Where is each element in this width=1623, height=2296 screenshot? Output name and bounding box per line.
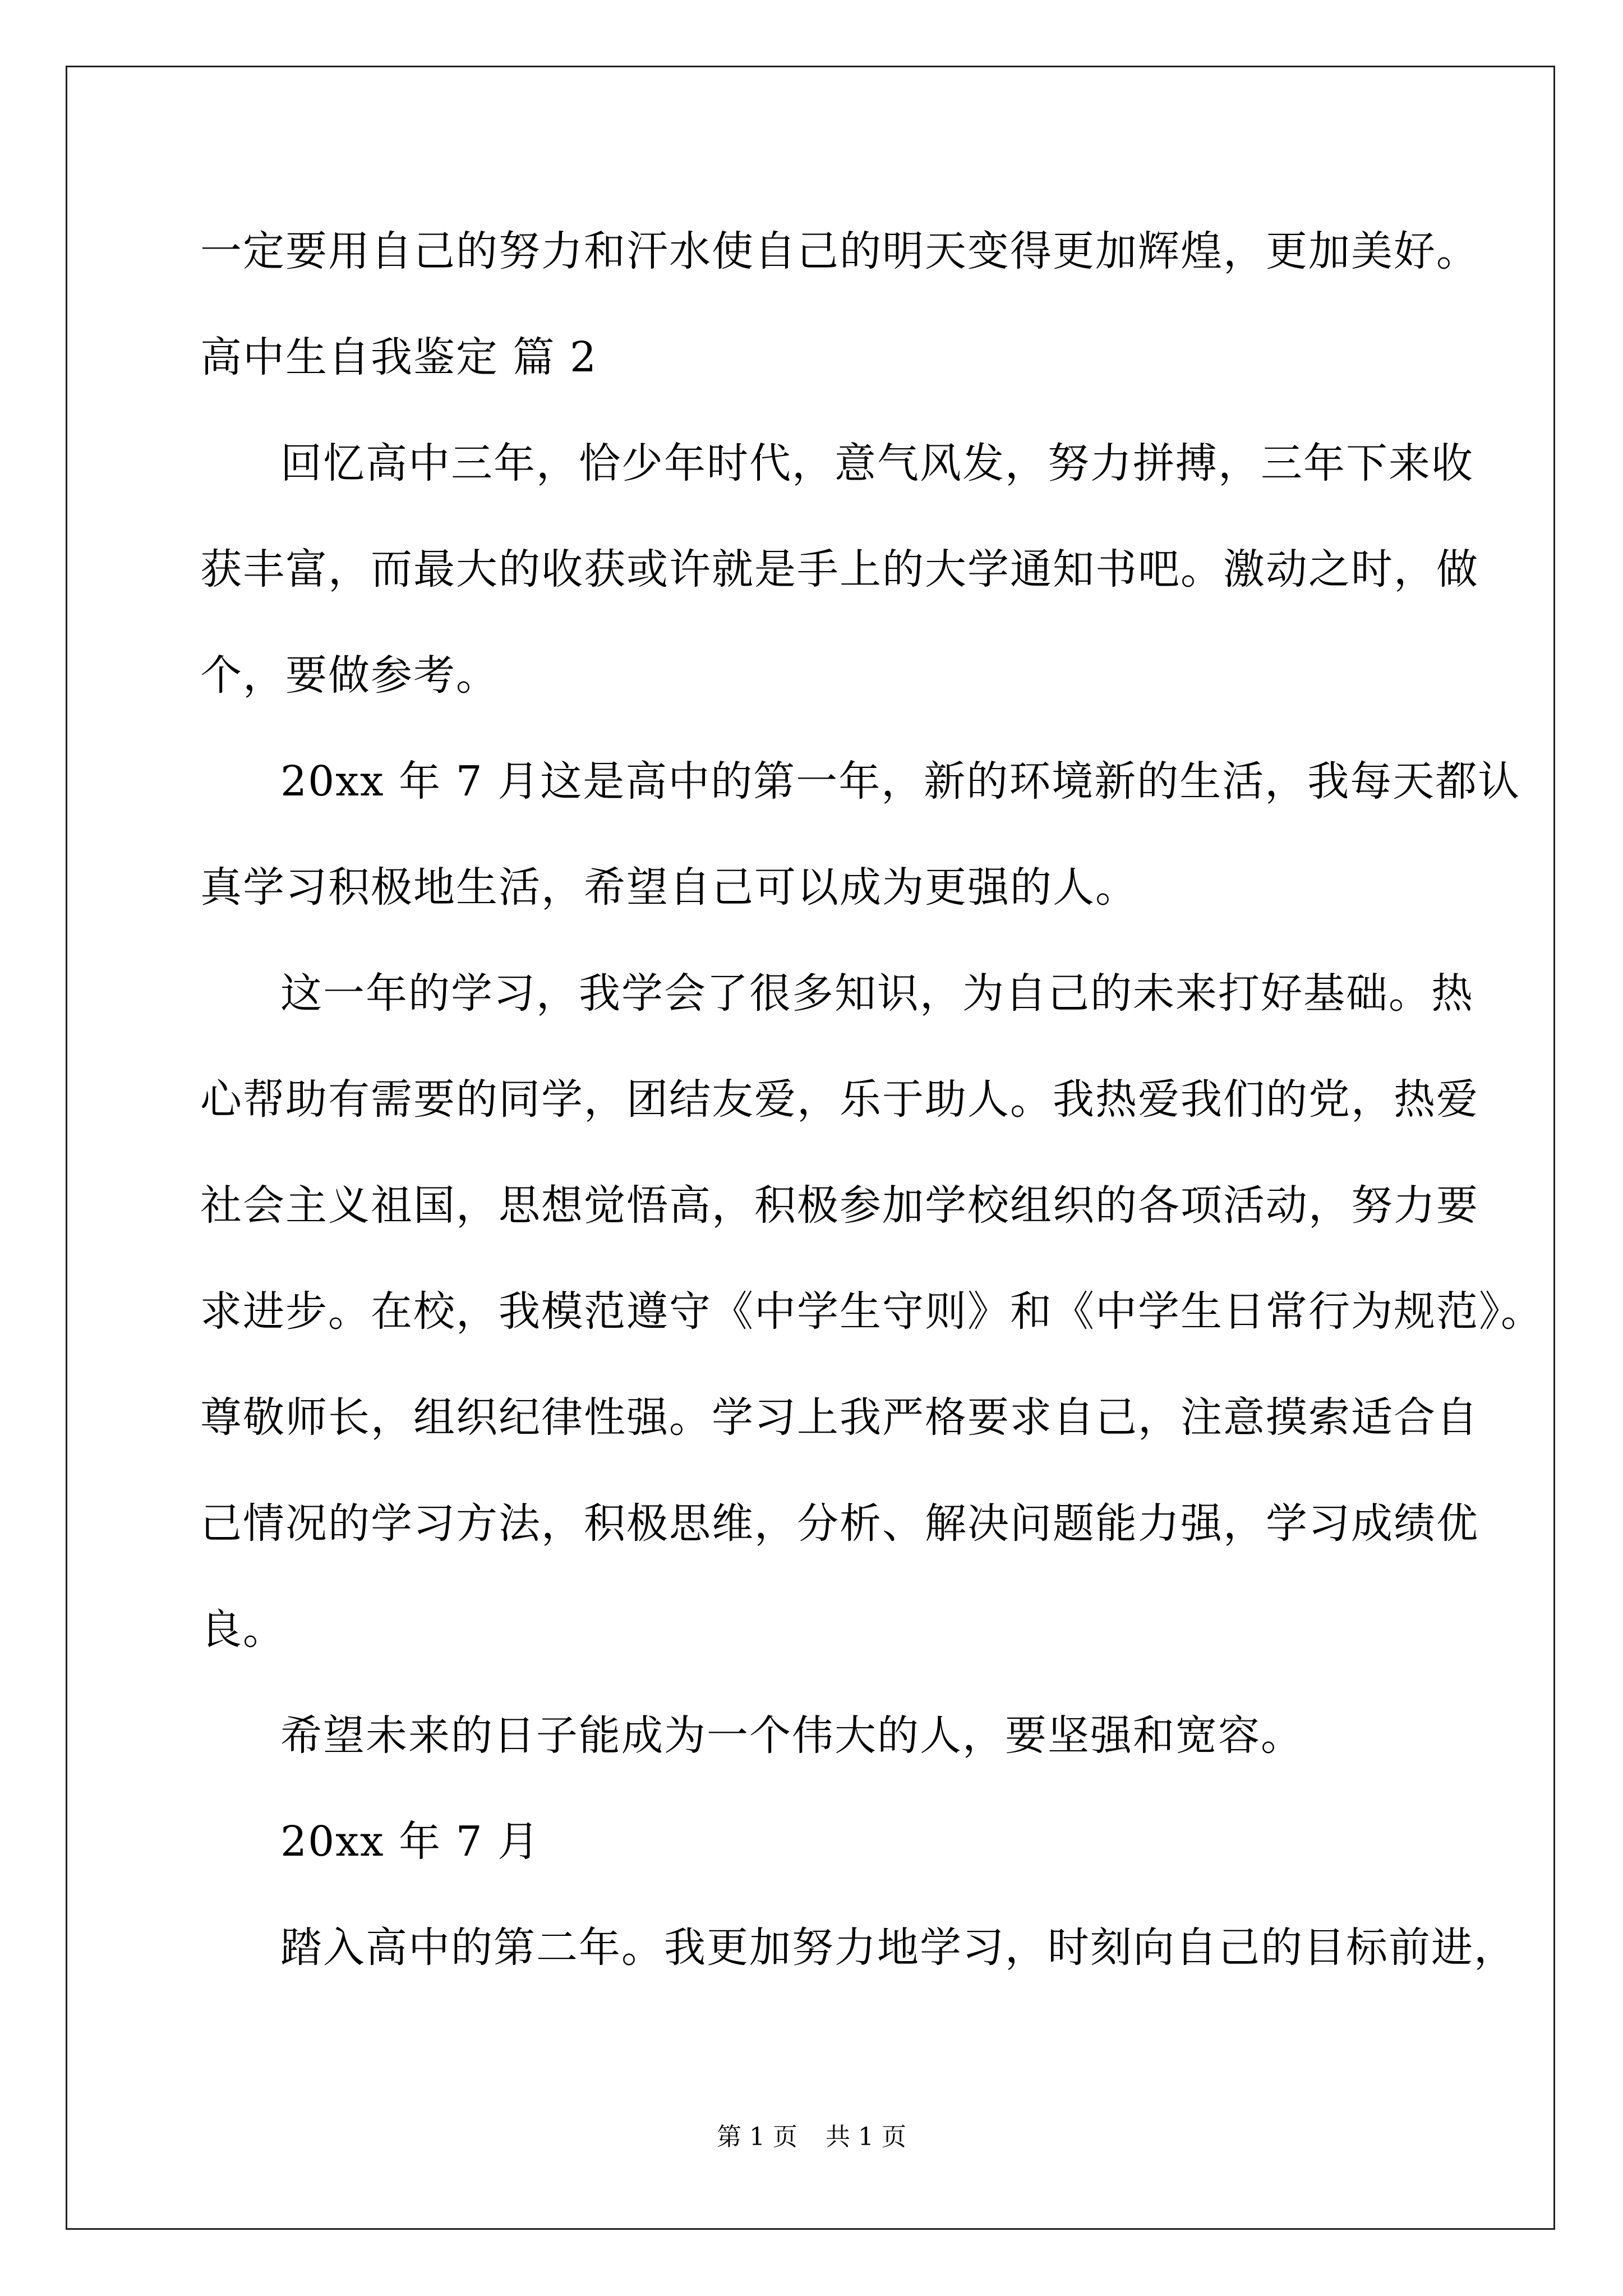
text-line: 心帮助有需要的同学，团结友爱，乐于助人。我热爱我们的党，热爱 (200, 1075, 1479, 1124)
text-line: 获丰富，而最大的收获或许就是手上的大学通知书吧。激动之时，做 (200, 545, 1479, 593)
text-line: 20xx 年 7 月 (280, 1818, 541, 1866)
text-line: 踏入高中的第二年。我更加努力地学习，时刻向自己的目标前进， (280, 1924, 1516, 1972)
text-line: 20xx 年 7 月这是高中的第一年，新的环境新的生活，我每天都认 (280, 757, 1521, 806)
text-line: 一定要用自己的努力和汗水使自己的明天变得更加辉煌，更加美好。 (200, 227, 1479, 275)
text-line: 良。 (200, 1605, 285, 1654)
text-line: 真学习积极地生活，希望自己可以成为更强的人。 (200, 863, 1138, 912)
text-line: 回忆高中三年，恰少年时代，意气风发，努力拼搏，三年下来收 (280, 439, 1474, 487)
text-line: 社会主义祖国，思想觉悟高，积极参加学校组织的各项活动，努力要 (200, 1181, 1479, 1230)
text-line: 求进步。在校，我模范遵守《中学生守则》和《中学生日常行为规范》。 (200, 1287, 1543, 1336)
page-border (66, 66, 1555, 2230)
section-heading: 高中生自我鉴定 篇 2 (200, 333, 598, 381)
page-footer (0, 2120, 1623, 2154)
text-line: 希望未来的日子能成为一个伟大的人，要坚强和宽容。 (280, 1711, 1303, 1760)
page-number: 第 1 页 (717, 2123, 797, 2151)
text-line: 个，要做参考。 (200, 651, 499, 700)
page-total: 共 1 页 (826, 2123, 906, 2151)
text-line: 这一年的学习，我学会了很多知识，为自己的未来打好基础。热 (280, 969, 1474, 1018)
text-line: 尊敬师长，组织纪律性强。学习上我严格要求自己，注意摸索适合自 (200, 1393, 1479, 1442)
text-line: 己情况的学习方法，积极思维，分析、解决问题能力强，学习成绩优 (200, 1499, 1479, 1548)
